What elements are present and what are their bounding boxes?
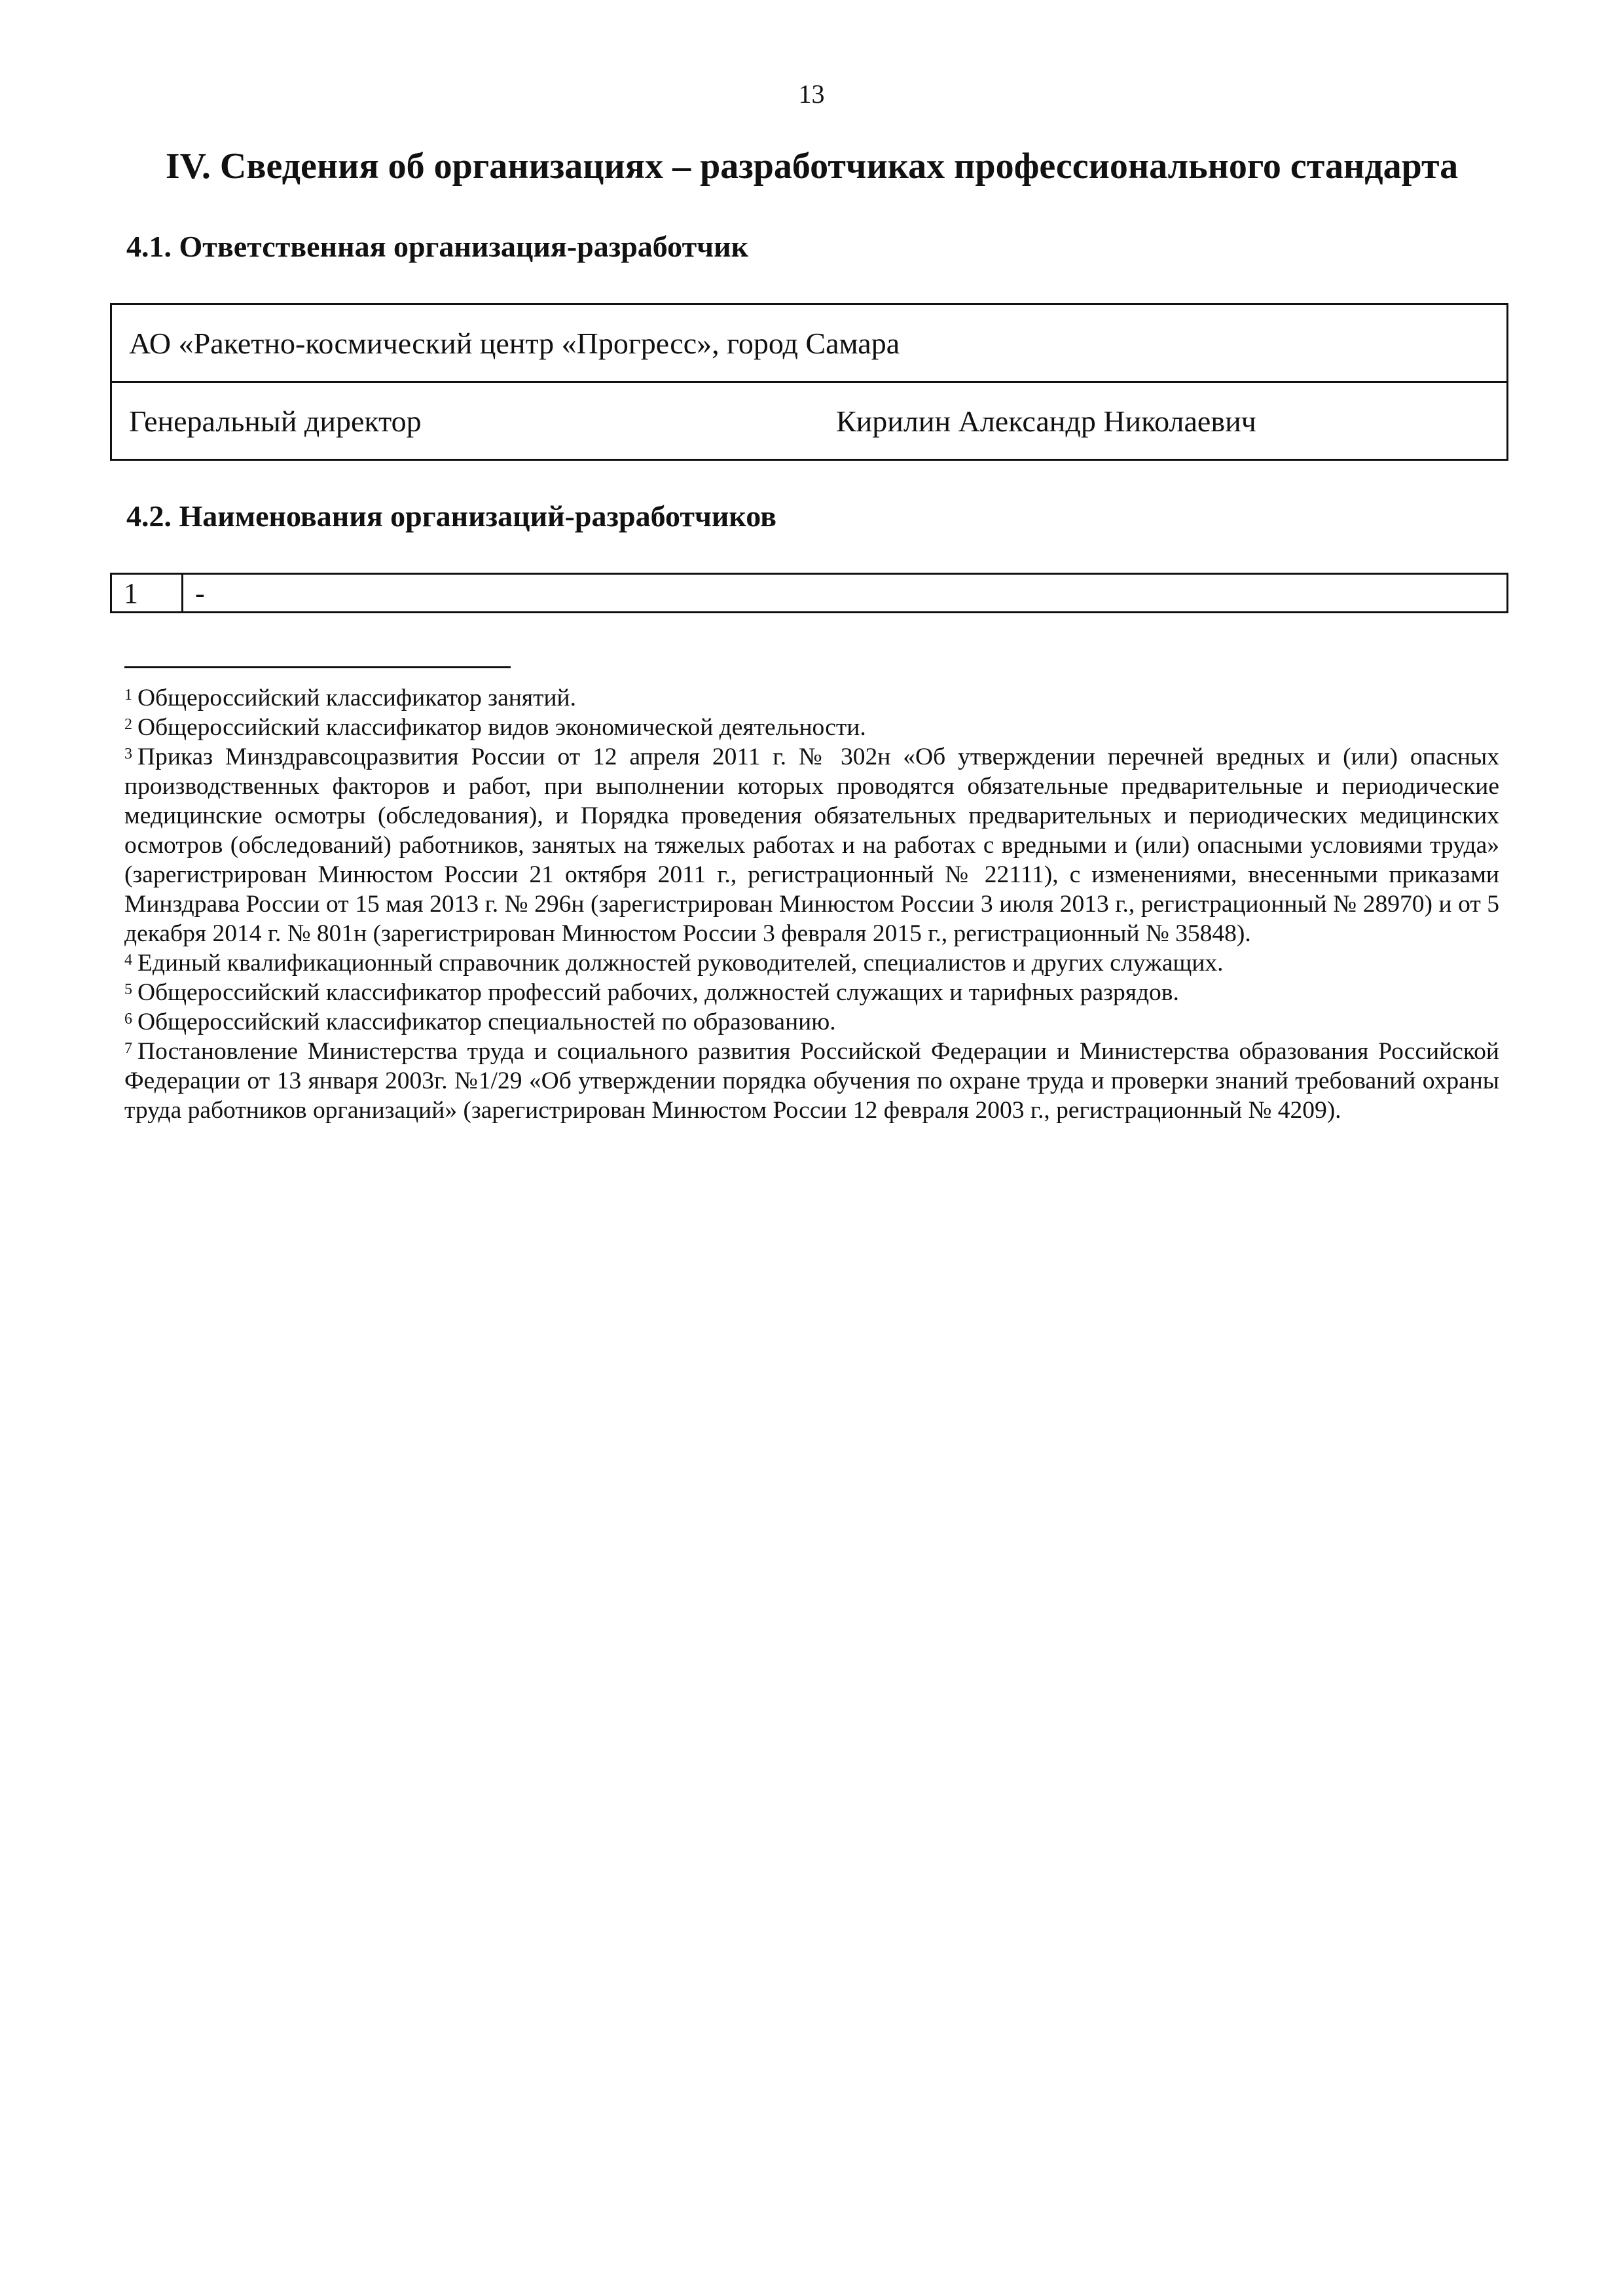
developer-row-name: - xyxy=(183,574,1508,613)
responsible-org-heading: 4.1. Ответственная организация-разработчик xyxy=(126,230,749,263)
footnote-3 xyxy=(124,742,1499,948)
footnotes xyxy=(124,683,1499,1125)
table-row xyxy=(111,382,1508,460)
footnote-mark: 3 xyxy=(124,745,132,762)
footnote-mark: 2 xyxy=(124,716,132,733)
footnote-mark: 5 xyxy=(124,981,132,998)
footnote-mark: 6 xyxy=(124,1011,132,1028)
developer-orgs-heading: 4.2. Наименования организаций-разработчиков xyxy=(126,499,776,533)
footnote-1 xyxy=(124,683,1499,713)
footnote-text: Общероссийский классификатор занятий. xyxy=(137,685,576,711)
footnote-text: Общероссийский классификатор специальностей по образованию. xyxy=(137,1009,836,1035)
responsible-org-table xyxy=(110,303,1508,461)
table-row xyxy=(111,574,1508,613)
table-row xyxy=(111,304,1508,382)
footnote-5 xyxy=(124,978,1499,1007)
developer-row-number: 1 xyxy=(111,574,183,613)
footnote-text: Общероссийский классификатор профессий рабочих, должностей служащих и тарифных разрядов. xyxy=(137,979,1179,1006)
footnote-mark: 1 xyxy=(124,687,132,704)
footnote-text: Общероссийский классификатор видов экономической деятельности. xyxy=(137,714,866,741)
footnote-6 xyxy=(124,1007,1499,1037)
page-number: 13 xyxy=(798,79,825,109)
org-head-cell xyxy=(111,382,1508,460)
org-name: АО «Ракетно-космический центр «Прогресс», город Самара xyxy=(129,326,900,360)
footnote-separator xyxy=(124,666,511,668)
org-name-cell xyxy=(111,304,1508,382)
footnote-text: Постановление Министерства труда и социального развития Российской Федерации и Министерства образования Российской Федерации от 13 января 2003г. №1/29 «Об утверждении порядка обучения по охране труда и проверки знаний требований охраны труда работников организаций» (зарегистрирован Минюстом России 12 февраля 2003 г., регистрационный № 4209). xyxy=(124,1038,1499,1124)
footnote-text: Единый квалификационный справочник должностей руководителей, специалистов и других служащих. xyxy=(137,950,1224,977)
footnote-mark: 7 xyxy=(124,1040,132,1057)
head-person-name: Кирилин Александр Николаевич xyxy=(836,404,1256,438)
footnote-text: Приказ Минздравсоцразвития России от 12 апреля 2011 г. № 302н «Об утверждении перечней вредных и (или) опасных производственных факторов и работ, при выполнении которых проводятся обязательные предварительные и периодические медицинские осмотры (обследования), и Порядка проведения обязательных предварительных и периодических медицинских осмотров (обследований) работников, занятых на тяжелых работах и на работах с вредными и (или) опасными условиями труда» (зарегистрирован Минюстом России 21 октября 2011 г., регистрационный № 22111), с изменениями, внесенными приказами Минздрава России от 15 мая 2013 г. № 296н (зарегистрирован Минюстом России 3 июля 2013 г., регистрационный № 28970) и от 5 декабря 2014 г. № 801н (зарегистрирован Минюстом России 3 февраля 2015 г., регистрационный № 35848). xyxy=(124,744,1499,947)
footnote-4 xyxy=(124,948,1499,978)
footnote-mark: 4 xyxy=(124,952,132,969)
head-position: Генеральный директор xyxy=(129,404,422,438)
developer-orgs-table xyxy=(110,573,1508,613)
footnote-2 xyxy=(124,713,1499,742)
section-title: IV. Сведения об организациях – разработчиках профессионального стандарта xyxy=(165,146,1459,187)
footnote-7 xyxy=(124,1037,1499,1125)
